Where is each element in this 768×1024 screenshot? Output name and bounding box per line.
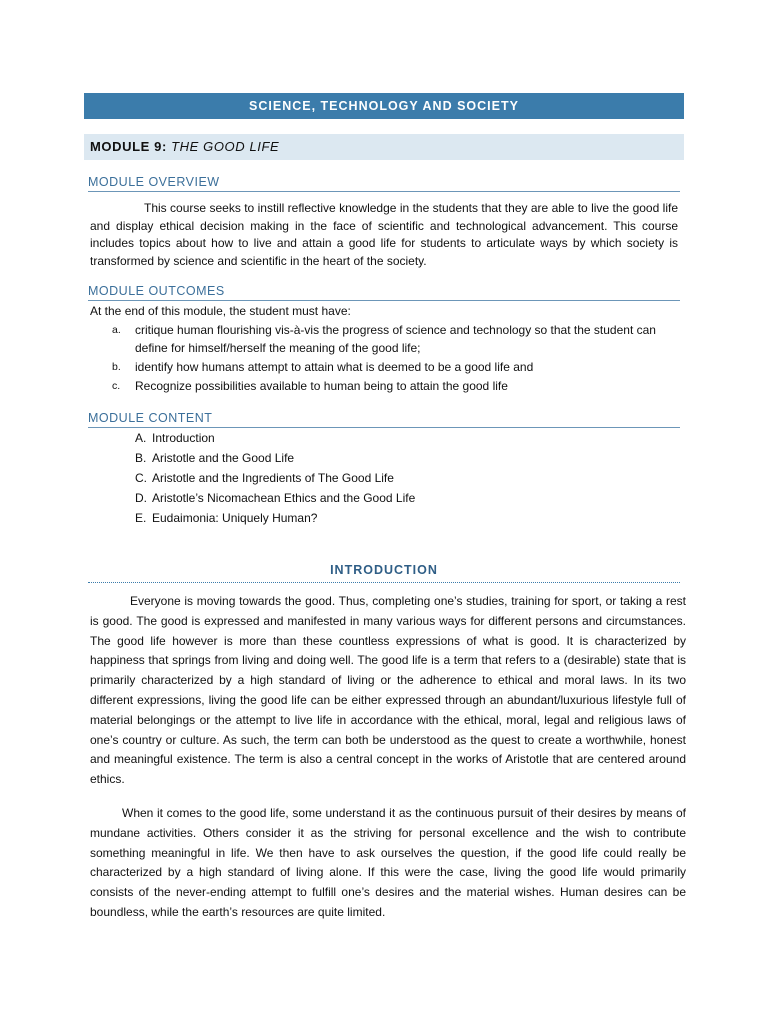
- module-outcomes-heading: MODULE OUTCOMES: [88, 283, 680, 301]
- overview-paragraph: This course seeks to instill reflective knowledge in the students that they are able to live the good life and display ethical decision making in the face of scientific and technological advancement. This course includes topics about how to live and attain a good life for students to articulate ways by which society is transformed by science and scientific in the heart of the society.: [90, 201, 678, 268]
- module-overview-heading: MODULE OVERVIEW: [88, 174, 680, 192]
- list-item: [112, 359, 682, 377]
- module-overview-text: [90, 200, 678, 270]
- introduction-paragraph-2: When it comes to the good life, some understand it as the continuous pursuit of their desires by means of mundane activities. Others consider it as the striving for personal excellence and the wish to contribute something meaningful in life. We then have to ask ourselves the question, if the good life could really be characterized by a high standard of living alone. If this were the case, living the good life would primarily consists of the never-ending attempt to fulfill one’s desires and the material wishes. Human desires can be boundless, while the earth’s resources are quite limited.: [90, 806, 686, 919]
- list-item: [135, 430, 535, 450]
- list-item: [135, 490, 535, 510]
- module-content-heading: MODULE CONTENT: [88, 410, 680, 428]
- list-marker: C.: [135, 471, 147, 485]
- list-marker: D.: [135, 491, 147, 505]
- list-item: [135, 510, 535, 530]
- list-item-text: Aristotle and the Ingredients of The Good Life: [152, 471, 394, 485]
- list-marker: A.: [135, 431, 147, 445]
- list-item-text: Aristotle’s Nicomachean Ethics and the Good Life: [152, 491, 416, 505]
- outcomes-list: [112, 322, 682, 397]
- outcomes-intro: At the end of this module, the student must have:: [90, 304, 351, 318]
- list-item-text: Aristotle and the Good Life: [152, 451, 295, 465]
- content-list: [135, 430, 535, 530]
- list-item-text: Eudaimonia: Uniquely Human?: [152, 511, 318, 525]
- list-item-text: Introduction: [152, 431, 215, 445]
- list-item: [112, 322, 682, 357]
- introduction-paragraph-1: Everyone is moving towards the good. Thus, completing one’s studies, training for sport, or taking a rest is good. The good is expressed and manifested in many various ways for different persons and circumstances. The good life however is more than these countless expressions of what is good. It is characterized by happiness that springs from living and doing well. The good life is a term that refers to a (desirable) state that is primarily characterized by a high standard of living or the adherence to ethical and moral laws. In its two different expressions, living the good life can be either expressed through an abundant/luxurious lifestyle full of material belongings or the attempt to live life in accordance with the ethical, moral, legal and religious laws of one’s country or culture. As such, the term can both be understood as the quest to create a worthwhile, honest and meaningful existence. The term is also a central concept in the works of Aristotle that are centered around ethics.: [90, 594, 686, 787]
- list-marker: a.: [112, 324, 121, 336]
- course-title-banner: SCIENCE, TECHNOLOGY AND SOCIETY: [84, 93, 684, 119]
- list-marker: b.: [112, 360, 121, 373]
- list-item-text: critique human flourishing vis-à-vis the progress of science and technology so that the student can define for himself/herself the meaning of the good life;: [135, 323, 656, 355]
- list-marker: B.: [135, 451, 147, 465]
- module-label: MODULE 9:: [90, 139, 167, 154]
- list-item-text: identify how humans attempt to attain what is deemed to be a good life and: [135, 359, 534, 374]
- list-item-text: Recognize possibilities available to human being to attain the good life: [135, 378, 508, 393]
- list-marker: c.: [112, 379, 121, 392]
- module-title-bar: [84, 134, 684, 160]
- list-item: [135, 450, 535, 470]
- list-item: [112, 378, 682, 396]
- module-name: THE GOOD LIFE: [171, 139, 280, 154]
- list-marker: E.: [135, 511, 147, 525]
- introduction-heading: INTRODUCTION: [88, 563, 680, 583]
- list-item: [135, 470, 535, 490]
